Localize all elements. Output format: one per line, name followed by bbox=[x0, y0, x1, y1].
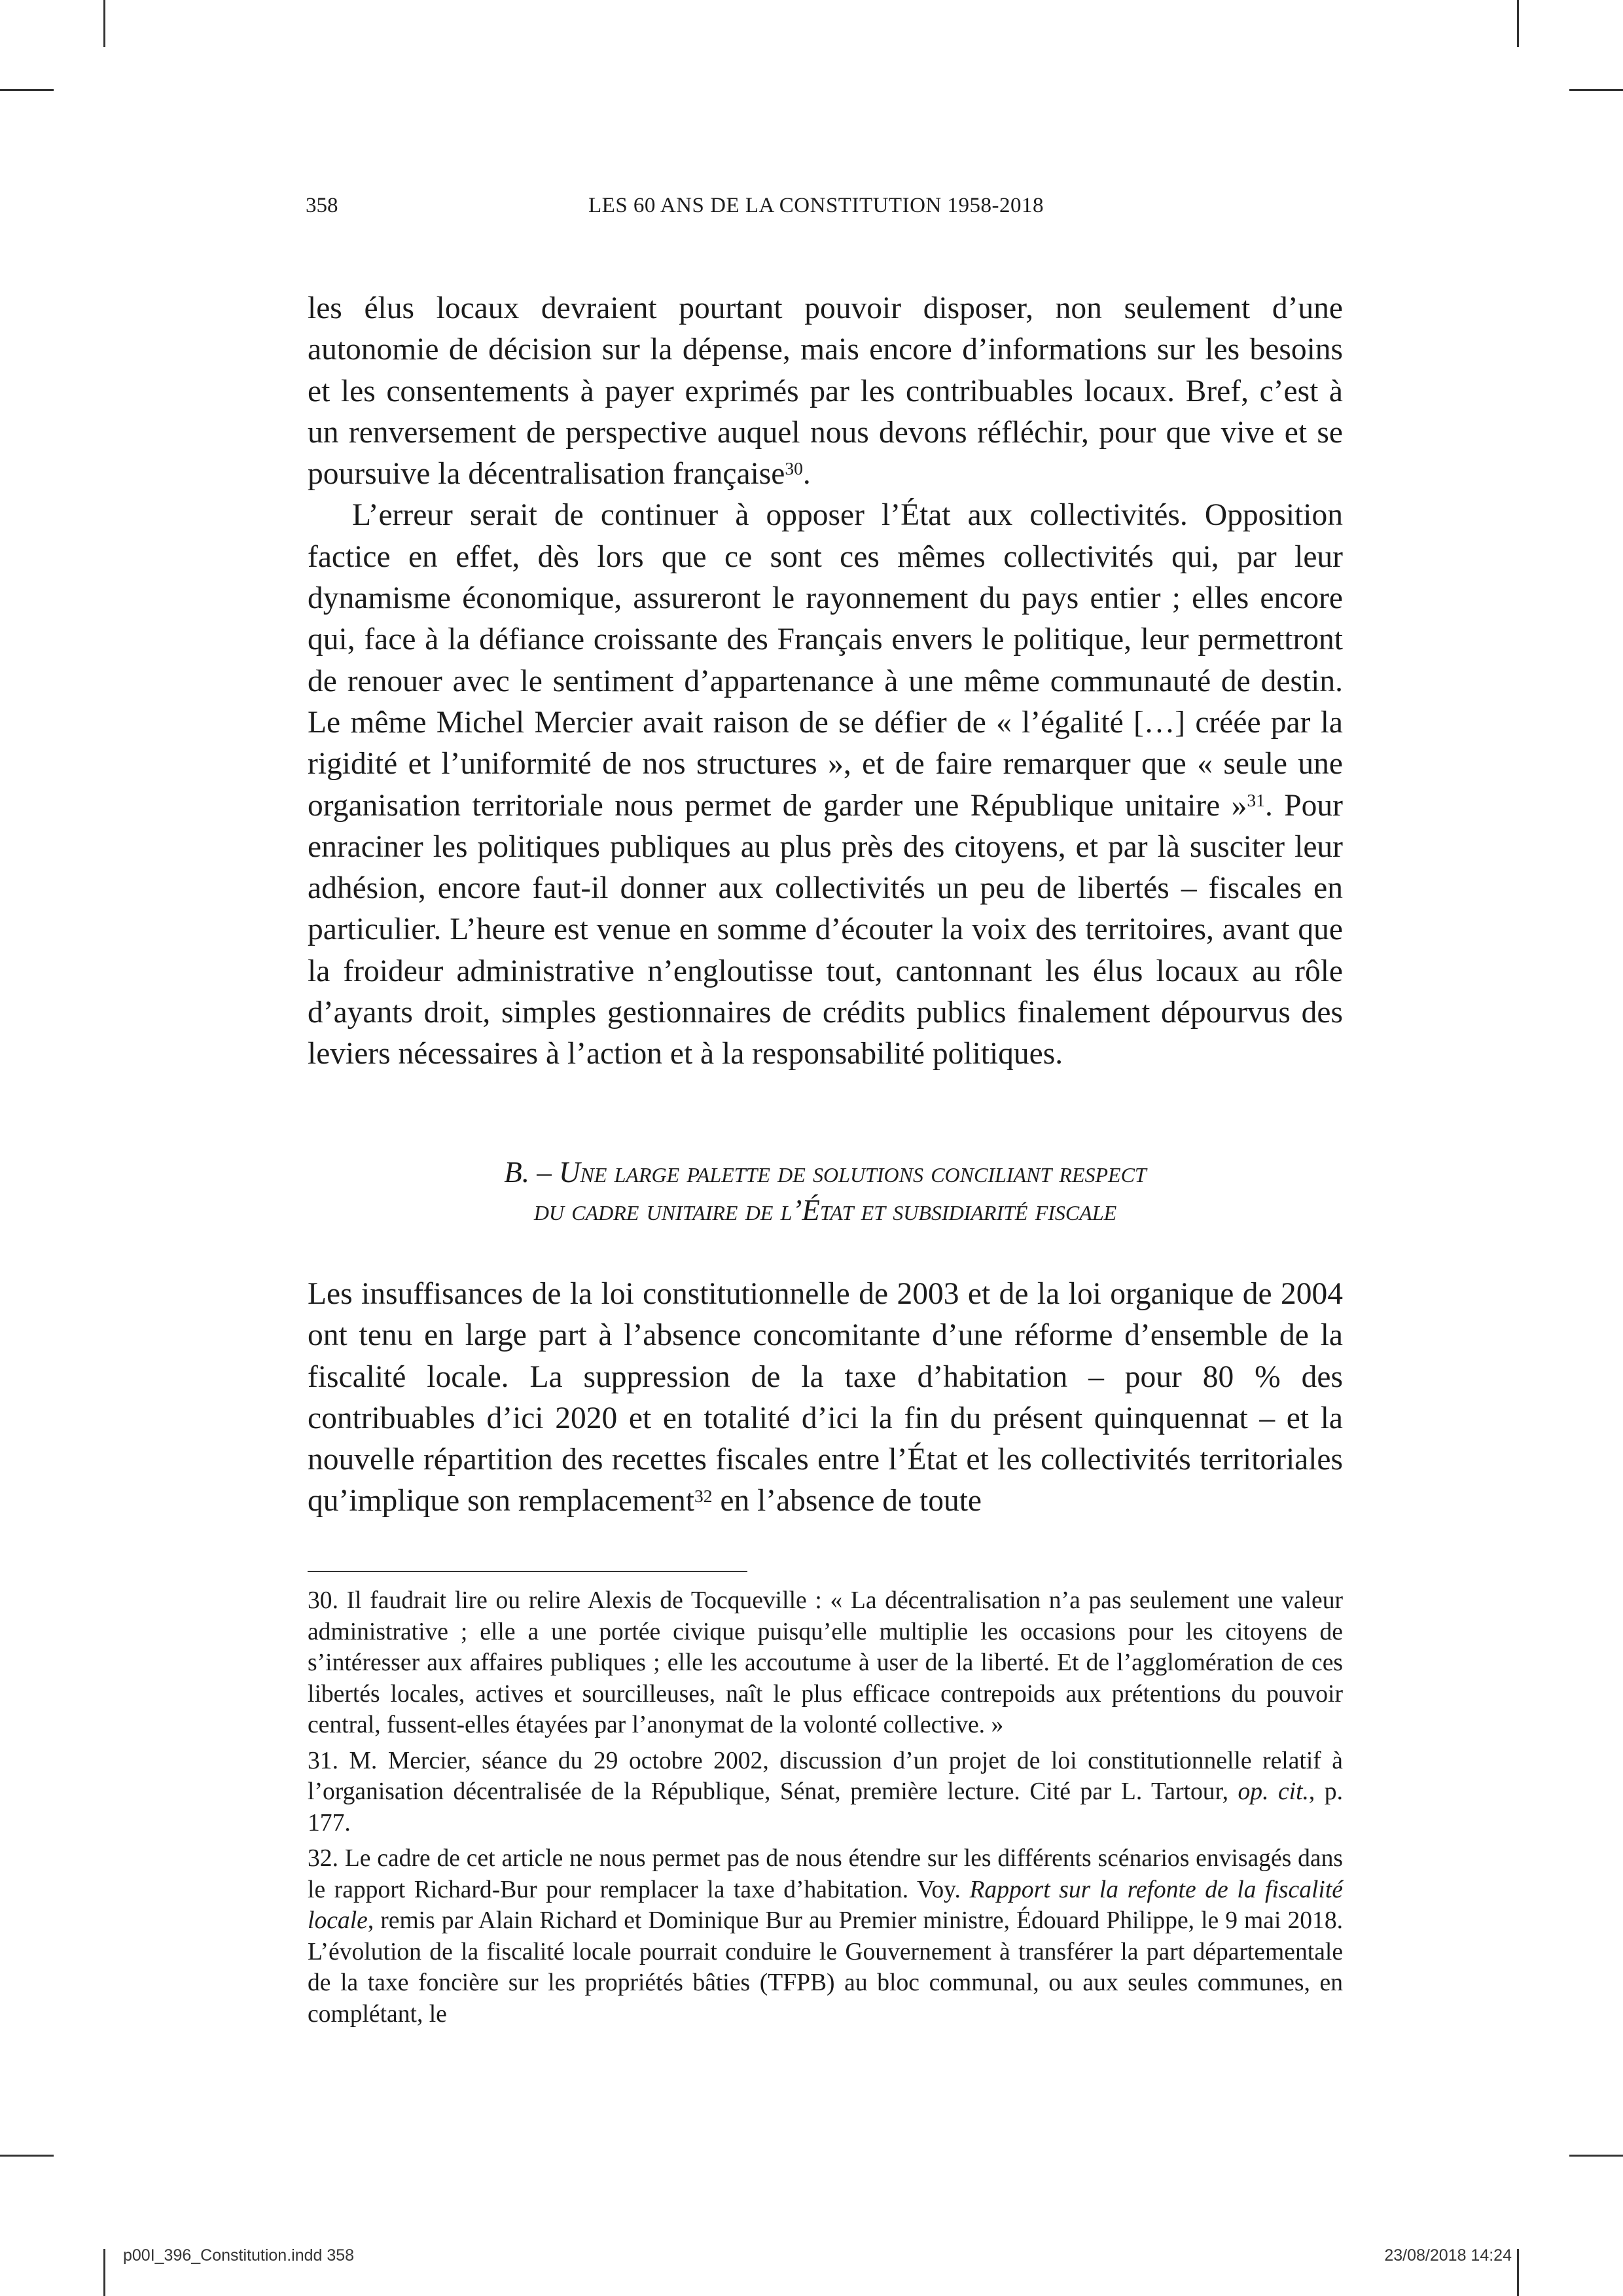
crop-mark bbox=[1569, 89, 1623, 91]
footnote-32 bbox=[308, 1843, 1343, 2030]
crop-mark bbox=[1569, 2155, 1623, 2157]
footnote-text: , p. 177. bbox=[308, 1778, 1343, 1837]
footnote-italic: op. cit. bbox=[1238, 1778, 1309, 1805]
footnote-text: , remis par Alain Richard et Dominique Bur au Premier ministre, Édouard Philippe, le 9 mai 2018. L’évolution de la fiscalité locale pourrait conduire le Gouvernement à transférer la part départementale de la taxe foncière sur les propriétés bâties (TFPB) au bloc communal, ou aux seules communes, en complétant, le bbox=[308, 1907, 1343, 2028]
footnote-ref: 32 bbox=[694, 1485, 713, 1506]
section-heading-line: du cadre unitaire de l’État et subsidiarité fiscale bbox=[533, 1194, 1117, 1227]
crop-mark bbox=[103, 0, 105, 47]
footnote-text: 32. Le cadre de cet article ne nous permet pas de nous étendre sur les différents scénarios envisagés dans le rapport Richard-Bur pour remplacer la taxe d’habitation. Voy. bbox=[308, 1845, 1343, 1903]
paragraph bbox=[308, 495, 1343, 1075]
paragraph-text: en l’absence de toute bbox=[712, 1484, 982, 1518]
footnote-rule bbox=[308, 1571, 747, 1572]
paragraph bbox=[308, 1274, 1343, 1522]
footnote-31 bbox=[308, 1746, 1343, 1839]
paragraph-text: Les insuffisances de la loi constitutionnelle de 2003 et de la loi organique de 2004 ont tenu en large part à l’absence concomitante d’une réforme d’ensemble de la fiscalité locale. La suppression de la taxe d’habitation – pour 80 % des contribuables d’ici 2020 et en totalité d’ici la fin du présent quinquennat – et la nouvelle répartition des recettes fiscales entre l’État et les collectivités territoriales qu’implique son remplacement bbox=[308, 1277, 1343, 1518]
paragraph bbox=[308, 288, 1343, 495]
running-title: LES 60 ANS DE LA CONSTITUTION 1958-2018 bbox=[588, 194, 1044, 217]
slug-file: p00I_396_Constitution.indd 358 bbox=[123, 2246, 355, 2265]
footnote-text: 31. M. Mercier, séance du 29 octobre 2002, discussion d’un projet de loi constitutionnelle relatif à l’organisation décentralisée de la République, Sénat, première lecture. Cité par L. Tartour, bbox=[308, 1747, 1343, 1805]
running-head bbox=[306, 194, 1327, 226]
footnote-italic: Rapport sur la refonte de la fiscalité locale bbox=[308, 1876, 1343, 1934]
footnote-ref: 30 bbox=[785, 458, 803, 479]
crop-mark bbox=[103, 2249, 105, 2296]
paragraph-text: L’erreur serait de continuer à opposer l’État aux collectivités. Opposition factice en effet, dès lors que ce sont ces mêmes collectivités qui, par leur dynamisme économique, assureront le rayonnement du pays entier ; elles encore qui, face à la défiance croissante des Français envers le politique, leur permettront de renouer avec le sentiment d’appartenance à une même communauté de destin. Le même Michel Mercier avait raison de se défier de « l’égalité […] créée par la rigidité et l’uniformité de nos structures », et de faire remarquer que « seule une organisation territoriale nous permet de garder une République unitaire » bbox=[308, 498, 1343, 823]
crop-mark bbox=[1517, 2249, 1519, 2296]
section-heading-line: B. – Une large palette de solutions conciliant respect bbox=[504, 1156, 1147, 1189]
footnotes bbox=[308, 1585, 1343, 2034]
footnote-ref: 31 bbox=[1247, 789, 1265, 810]
crop-mark bbox=[1517, 0, 1519, 47]
body-text-top bbox=[308, 288, 1343, 1075]
slug-timestamp: 23/08/2018 14:24 bbox=[1384, 2246, 1512, 2265]
paragraph-text: les élus locaux devraient pourtant pouvoir disposer, non seulement d’une autonomie de décision sur la dépense, mais encore d’informations sur les besoins et les consentements à payer exprimés par les contribuables locaux. Bref, c’est à un renversement de perspective auquel nous devons réfléchir, pour que vive et se poursuive la décentralisation française bbox=[308, 291, 1343, 492]
paragraph-text: . Pour enraciner les politiques publiques au plus près des citoyens, et par là susciter leur adhésion, encore faut-il donner aux collectivités un peu de libertés – fiscales en particulier. L’heure est venue en somme d’écouter la voix des territoires, avant que la froideur administrative n’engloutisse tout, cantonnant les élus locaux au rôle d’ayants droit, simples gestionnaires de crédits publics finalement dépourvus des leviers nécessaires à l’action et à la responsabilité politiques. bbox=[308, 788, 1343, 1071]
crop-mark bbox=[0, 2155, 54, 2157]
paragraph-text: . bbox=[802, 457, 811, 492]
body-text-bottom bbox=[308, 1274, 1343, 1522]
page-number: 358 bbox=[306, 194, 338, 217]
section-heading bbox=[308, 1153, 1343, 1229]
footnote-30: 30. Il faudrait lire ou relire Alexis de Tocqueville : « La décentralisation n’a pas seulement une valeur administrative ; elle a une portée civique puisqu’elle multiplie les occasions pour les citoyens de s’intéresser aux affaires publiques ; elle les accoutume à user de la liberté. Et de l’agglomération de ces libertés locales, actives et sourcilleuses, naît le plus efficace contrepoids aux prétentions du pouvoir central, fussent-elles étayées par l’anonymat de la volonté collective. » bbox=[308, 1587, 1343, 1738]
crop-mark bbox=[0, 89, 54, 91]
